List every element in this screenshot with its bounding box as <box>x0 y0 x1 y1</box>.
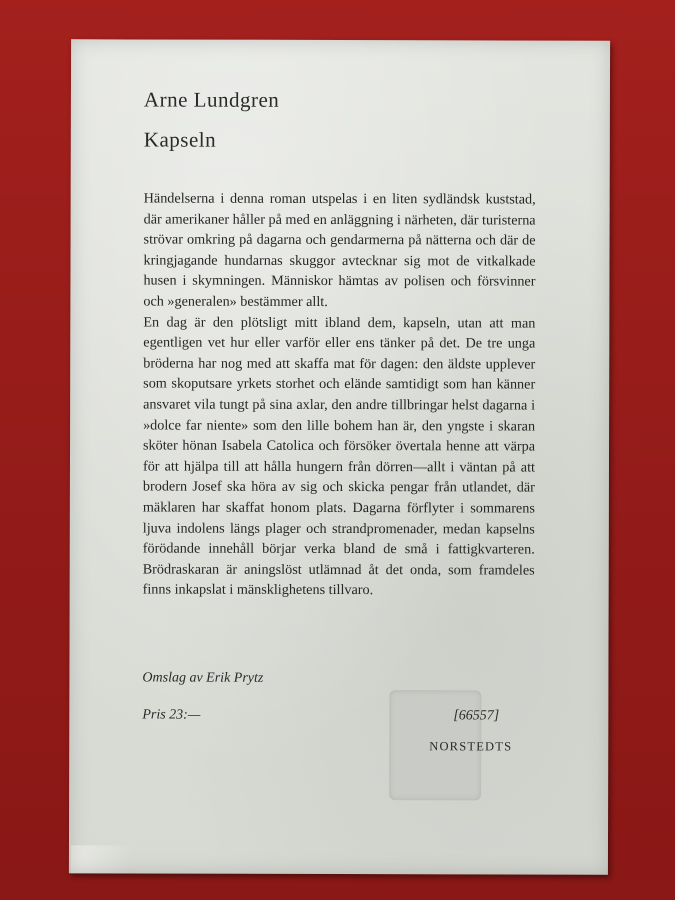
book-back-cover <box>69 39 610 874</box>
blurb-paragraph-2: En dag är den plötsligt mitt ibland dem, kapseln, utan att man egentligen vet hur eller varför eller ens tänker på det. De tre unga bröderna har nog med att skaffa mat för dagen: den äldste upplever som skoputsare yrkets storhet och elände samtidigt som han känner ansvaret vila tungt på sina axlar, den andre tillbringar helst dagarna i »dolce far niente» som den lille bohem han är, den yngste i skaran sköter hönan Isabela Catolica och försöker övertala henne att värpa för att hjälpa till att hålla hungern från dörren—allt i väntan på att brodern Josef ska höra av sig och skicka pengar från utlandet, där mäklaren har skaffat honom plats. Dagarna förflyter i sommarens ljuva indolens längs plager och strandpromenader, medan kapselns förödande innehåll börjar verka bland de små i fattigkvarteren. Brödraskaran är aningslöst utlämnad åt det onda, som framdeles finns inkapslat i mänsklighetens tillvaro. <box>142 314 536 599</box>
blurb-text <box>143 188 536 601</box>
cover-credit: Omslag av Erik Prytz <box>142 670 264 686</box>
blurb-paragraph-1: Händelserna i denna roman utspelas i en liten sydländsk kuststad, där amerikaner håller på med en anläggning i närheten, där turisterna strövar omkring på dagarna och gendarmerna på nätterna och där de kringjagande hundarnas skuggor avtecknar sig mot de vitkalkade husen i skymningen. Människor hämtas av polisen och försvinner och »generalen» bestämmer allt. <box>143 190 536 310</box>
catalog-code: [66557] <box>453 708 500 724</box>
book-title: Kapseln <box>143 127 217 152</box>
publisher-name: NORSTEDTS <box>429 739 513 754</box>
worn-edge <box>71 845 131 873</box>
author-name: Arne Lundgren <box>143 87 280 112</box>
price-label: Pris 23:— <box>142 707 201 723</box>
